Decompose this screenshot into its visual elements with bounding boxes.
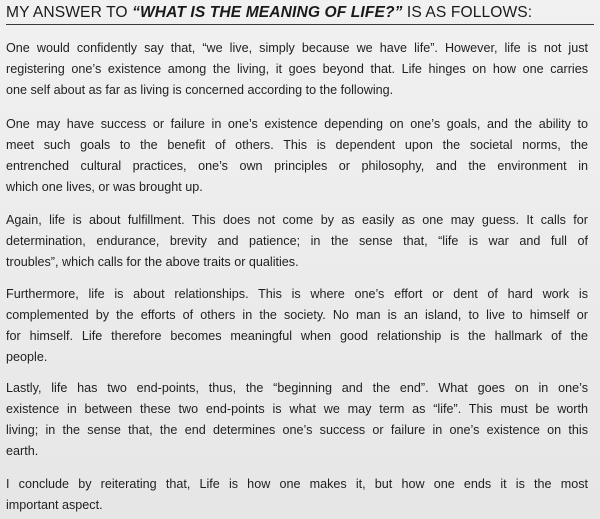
paragraph-line: Furthermore, life is about relationships. This is where one’s effort or dent of hard work is	[6, 287, 588, 301]
paragraph-line: important aspect.	[6, 498, 103, 512]
paragraph-line: Again, life is about fulfillment. This does not come by as easily as one may guess. It calls for	[6, 213, 588, 227]
paragraph-line: troubles”, which calls for the above traits or qualities.	[6, 255, 299, 269]
paragraph-line: which one lives, or was brought up.	[6, 180, 203, 194]
heading-question: “WHAT IS THE MEANING OF LIFE?”	[132, 4, 403, 21]
paragraph-line: registering one’s existence among the living, it goes beyond that. Life hinges on how one carries	[6, 62, 588, 76]
paragraph-4	[6, 284, 588, 368]
paragraph-line: living; in the sense that, the end determines one’s success or failure in one’s existence on this	[6, 423, 588, 437]
paragraph-3	[6, 210, 588, 273]
document-heading	[6, 3, 594, 23]
paragraph-line: entrenched cultural practices, one’s own principles or philosophy, and the environment in	[6, 159, 588, 173]
heading-underline	[6, 24, 594, 25]
paragraph-2	[6, 114, 588, 198]
paragraph-line: existence in between these two end-points is what we may term as “life”. This must be worth	[6, 402, 588, 416]
paragraph-line: for himself. Life therefore becomes meaningful when good relationship is the hallmark of the	[6, 329, 588, 343]
paragraph-6	[6, 474, 588, 516]
paragraph-line: one self about as far as living is concerned according to the following.	[6, 83, 394, 97]
paragraph-line: One would confidently say that, “we live, simply because we have life”. However, life is not just	[6, 41, 588, 55]
paragraph-line: Lastly, life has two end-points, thus, the “beginning and the end”. What goes on in one’s	[6, 381, 588, 395]
paragraph-line: determination, endurance, brevity and patience; in the sense that, “life is war and full of	[6, 234, 588, 248]
paragraph-5	[6, 378, 588, 462]
heading-prefix: MY ANSWER TO	[6, 4, 133, 21]
paragraph-1	[6, 38, 588, 101]
paragraph-line: meet such goals to the benefit of others. This is dependent upon the societal norms, the	[6, 138, 588, 152]
paragraph-line: people.	[6, 350, 48, 364]
paragraph-line: I conclude by reiterating that, Life is how one makes it, but how one ends it is the most	[6, 477, 588, 491]
paragraph-line: earth.	[6, 444, 39, 458]
heading-suffix: IS AS FOLLOWS:	[402, 4, 533, 21]
paragraph-line: One may have success or failure in one’s existence depending on one’s goals, and the ability to	[6, 117, 588, 131]
paragraph-line: complemented by the efforts of others in the society. No man is an island, to live to himself or	[6, 308, 588, 322]
